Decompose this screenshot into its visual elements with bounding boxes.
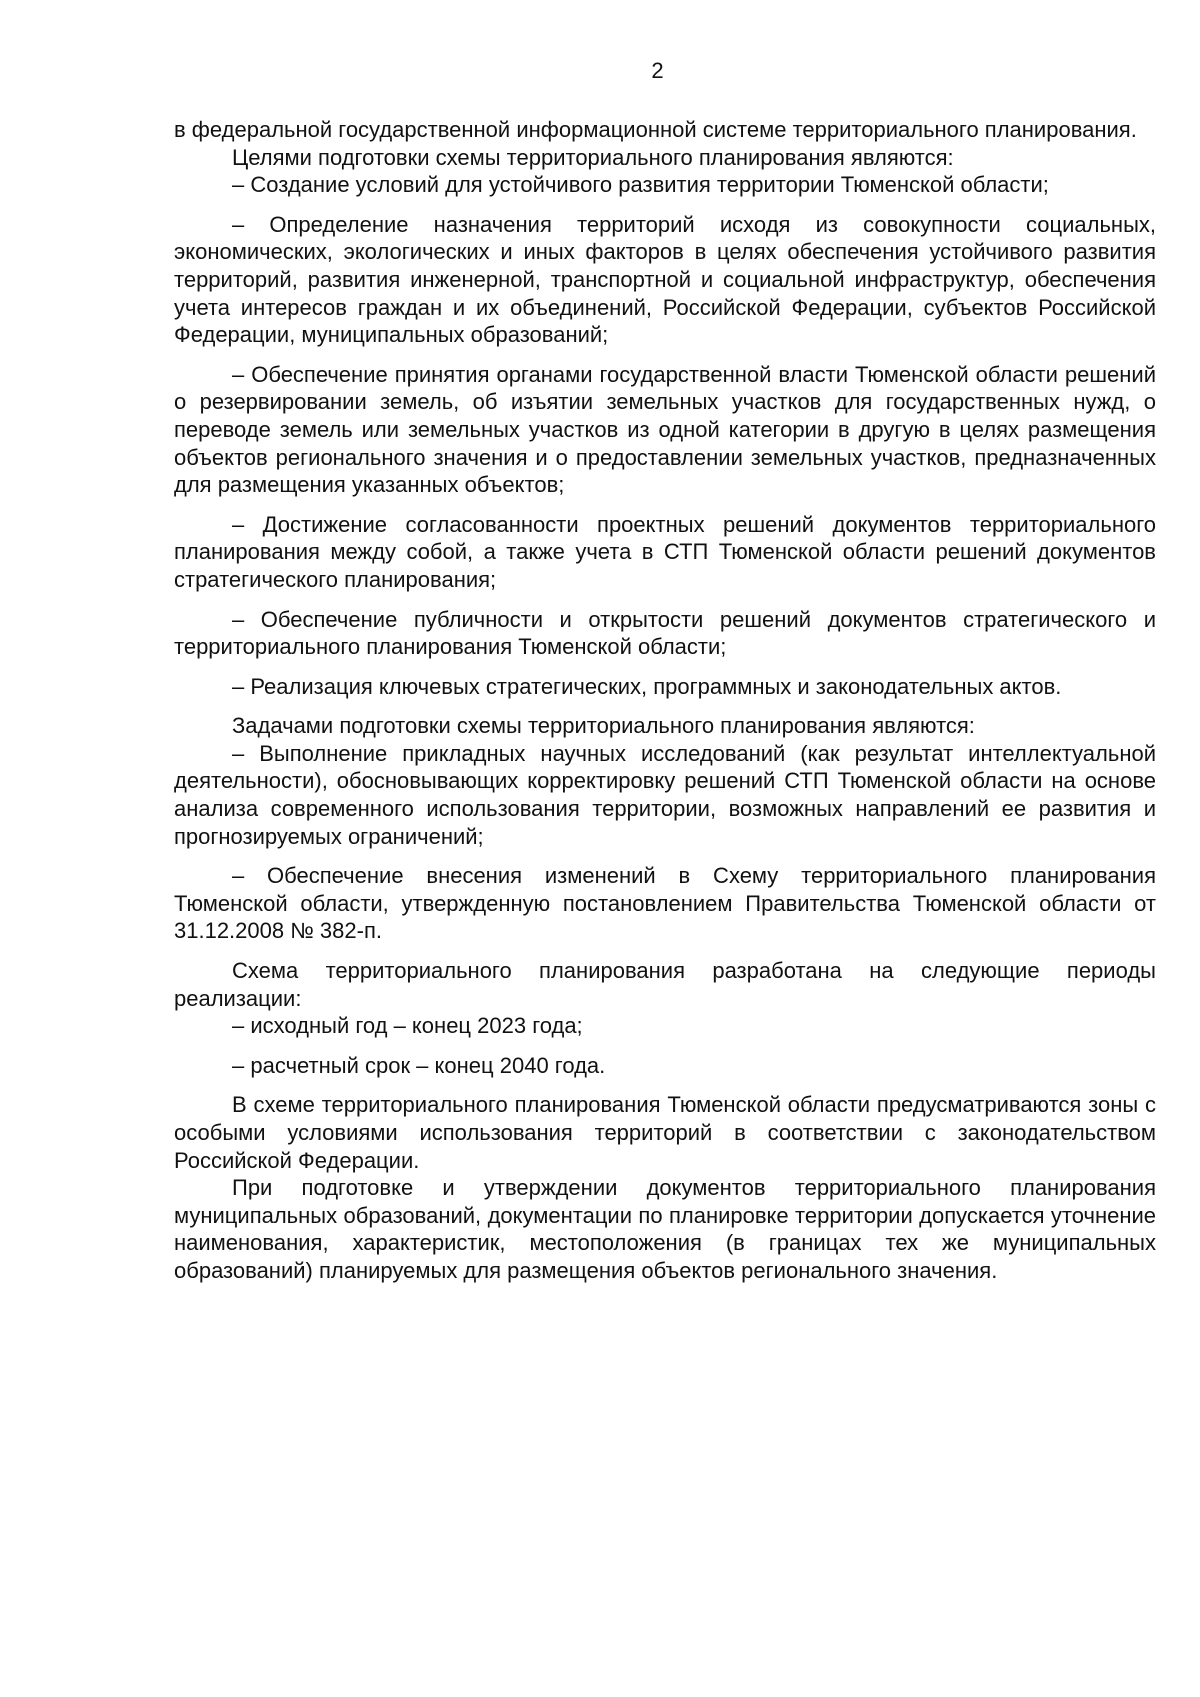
page-number: 2 (651, 58, 664, 83)
paragraph: При подготовке и утверждении документов территориального планирования муниципальных образований, документации по планировке территории допускается уточнение наименования, характеристик, местоположения (в границах тех же муниципальных образований) планируемых для размещения объектов регионального значения. (174, 1175, 1156, 1283)
paragraph: – Обеспечение принятия органами государственной власти Тюменской области решений о резервировании земель, об изъятии земельных участков для государственных нужд, о переводе земель или земельных участков из одной категории в другую в целях размещения объектов регионального значения и о предоставлении земельных участков, предназначенных для размещения указанных объектов; (174, 361, 1156, 498)
paragraph: – Обеспечение внесения изменений в Схему территориального планирования Тюменской области, утвержденную постановлением Правительства Тюменской области от 31.12.2008 № 382-п. (174, 863, 1156, 944)
paragraph: – Определение назначения территорий исходя из совокупности социальных, экономических, экологических и иных факторов в целях обеспечения устойчивого развития территорий, развития инженерной, транспортной и социальной инфраструктур, обеспечения учета интересов граждан и их объединений, Российской Федерации, субъектов Российской Федерации, муниципальных образований; (174, 211, 1156, 348)
paragraph: – Выполнение прикладных научных исследований (как результат интеллектуальной деятельности), обосновывающих корректировку решений СТП Тюменской области на основе анализа современного использования территории, возможных направлений ее развития и прогнозируемых ограничений; (174, 740, 1156, 849)
paragraph: – расчетный срок – конец 2040 года. (232, 1052, 606, 1078)
paragraph: Задачами подготовки схемы территориального планирования являются: (232, 713, 975, 739)
paragraph: – исходный год – конец 2023 года; (232, 1013, 583, 1039)
paragraph: Схема территориального планирования разработана на следующие периоды реализации: (174, 958, 1156, 1011)
paragraph: В схеме территориального планирования Тюменской области предусматриваются зоны с особыми условиями использования территорий в соответствии с законодательством Российской Федерации. (174, 1092, 1156, 1173)
paragraph: – Достижение согласованности проектных решений документов территориального планирования между собой, а также учета в СТП Тюменской области решений документов стратегического планирования; (174, 511, 1156, 592)
paragraph: в федеральной государственной информационной системе территориального планирования. (174, 117, 1137, 142)
document-body (174, 116, 1156, 1285)
paragraph: – Создание условий для устойчивого развития территории Тюменской области; (232, 172, 1049, 198)
paragraph: – Реализация ключевых стратегических, программных и законодательных актов. (232, 673, 1062, 699)
paragraph: – Обеспечение публичности и открытости решений документов стратегического и территориального планирования Тюменской области; (174, 606, 1156, 660)
paragraph: Целями подготовки схемы территориального планирования являются: (232, 144, 954, 170)
